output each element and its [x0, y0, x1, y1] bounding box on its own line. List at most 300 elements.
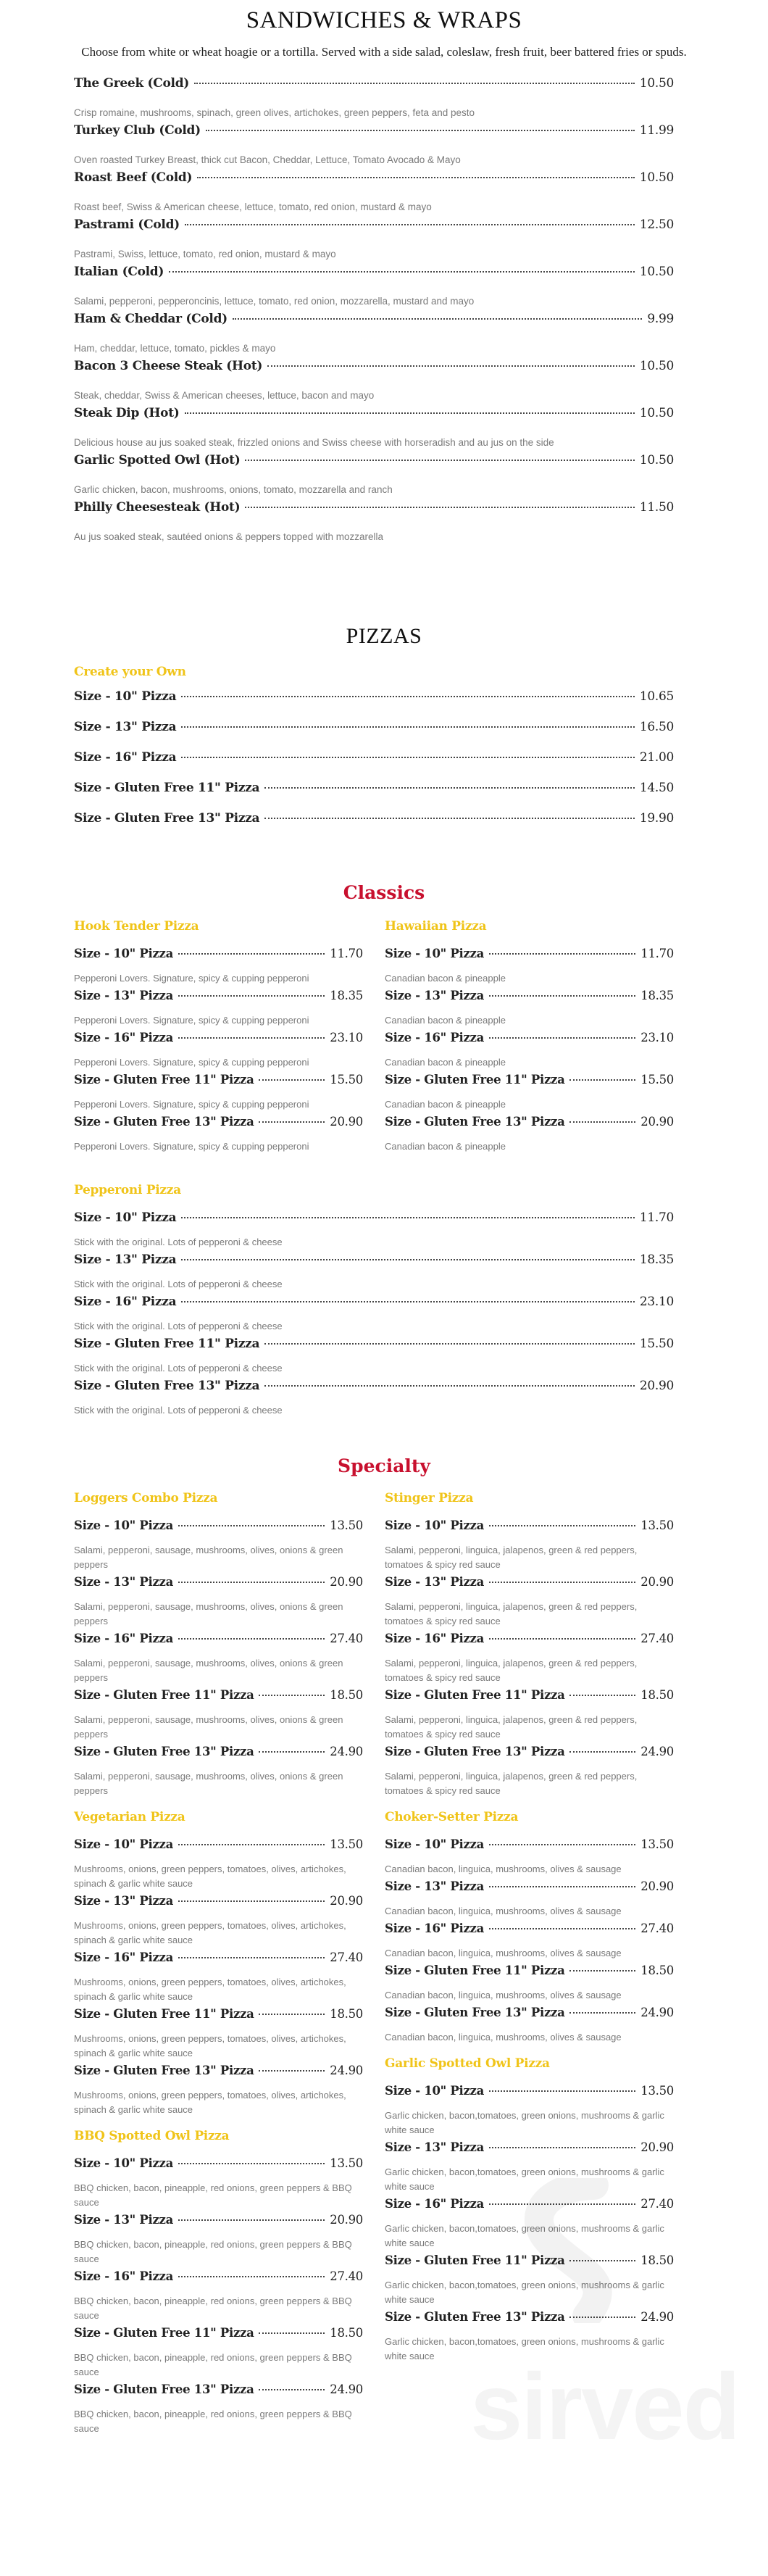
size-row — [74, 689, 674, 720]
size-price: 11.70 — [330, 947, 363, 960]
size-name: Size - 16" Pizza — [74, 1632, 173, 1645]
size-item — [385, 2006, 674, 2045]
size-description: Garlic chicken, bacon,tomatoes, green onions, mushrooms & garlic white sauce — [385, 2166, 664, 2192]
size-name: Size - Gluten Free 11" Pizza — [74, 2326, 254, 2340]
size-price: 18.50 — [330, 2007, 363, 2021]
size-price: 20.90 — [640, 2140, 674, 2154]
size-description: Mushrooms, onions, green peppers, tomatoes, olives, artichokes, spinach & garlic white sauce — [74, 2033, 346, 2058]
classics-columns — [74, 919, 674, 1157]
size-item — [74, 1894, 363, 1948]
size-name: Size - Gluten Free 13" Pizza — [385, 2310, 565, 2324]
dot-leader — [489, 1638, 635, 1640]
dot-leader — [489, 1525, 635, 1526]
dot-leader — [178, 995, 325, 997]
dot-leader — [245, 507, 635, 508]
menu-item — [74, 500, 674, 544]
dot-leader — [569, 2317, 635, 2318]
size-item — [74, 2007, 363, 2061]
pizza-group-vegetarian — [74, 1810, 363, 2117]
size-name: Size - Gluten Free 13" Pizza — [74, 1115, 254, 1129]
dot-leader — [489, 1928, 635, 1929]
menu-item — [74, 406, 674, 450]
size-description: Pepperoni Lovers. Signature, spicy & cupping pepperoni — [74, 1141, 309, 1152]
size-item — [74, 1073, 363, 1112]
size-price: 13.50 — [330, 1837, 363, 1851]
dot-leader — [489, 1037, 635, 1039]
specialty-left-column — [74, 1491, 363, 2439]
size-name: Size - Gluten Free 11" Pizza — [74, 2007, 254, 2021]
item-price: 11.50 — [639, 500, 674, 515]
dot-leader — [259, 1121, 325, 1123]
size-price: 24.90 — [640, 2006, 674, 2019]
size-price: 24.90 — [330, 2382, 363, 2396]
group-title: Hawaiian Pizza — [385, 919, 487, 934]
dot-leader — [264, 787, 635, 789]
item-name: Turkey Club (Cold) — [74, 123, 201, 138]
size-description: Salami, pepperoni, linguica, jalapenos, green & red peppers, tomatoes & spicy red sauce — [385, 1545, 638, 1570]
item-name: Steak Dip (Hot) — [74, 406, 180, 420]
size-row — [74, 811, 674, 842]
pizza-group-bbq-spotted-owl — [74, 2129, 363, 2436]
size-name: Size - 13" Pizza — [385, 2140, 484, 2154]
size-price: 13.50 — [330, 2156, 363, 2170]
dot-leader — [569, 1121, 635, 1123]
dot-leader — [569, 1970, 635, 1972]
dot-leader — [264, 1343, 635, 1345]
dot-leader — [181, 757, 635, 758]
size-price: 10.65 — [639, 689, 674, 704]
item-price: 10.50 — [639, 406, 674, 420]
size-price: 16.50 — [639, 720, 674, 734]
dot-leader — [178, 2163, 325, 2164]
size-item — [74, 1210, 674, 1250]
group-title: Create your Own — [74, 665, 186, 679]
size-price: 27.40 — [330, 2269, 363, 2283]
size-price: 18.50 — [330, 1688, 363, 1702]
size-name: Size - Gluten Free 11" Pizza — [385, 1964, 565, 1977]
size-description: Canadian bacon & pineapple — [385, 1141, 506, 1152]
size-name: Size - Gluten Free 11" Pizza — [74, 781, 260, 795]
pizza-group-loggers-combo — [74, 1491, 363, 1798]
size-name: Size - 13" Pizza — [74, 1252, 177, 1267]
size-description: Pepperoni Lovers. Signature, spicy & cupping pepperoni — [74, 973, 309, 984]
sandwiches-section — [0, 0, 768, 544]
size-price: 15.50 — [639, 1337, 674, 1351]
size-price: 20.90 — [330, 1575, 363, 1589]
size-item — [385, 1921, 674, 1961]
dot-leader — [569, 2012, 635, 2014]
section-title-pizzas: PIZZAS — [346, 624, 422, 648]
dot-leader — [178, 1900, 325, 1902]
sandwiches-intro: Choose from white or wheat hoagie or a tortilla. Served with a side salad, coleslaw, fresh fruit, beer battered fries or spuds. — [81, 45, 687, 59]
size-price: 23.10 — [330, 1031, 363, 1044]
size-item — [385, 1632, 674, 1685]
dot-leader — [259, 2014, 325, 2015]
size-description: Stick with the original. Lots of pepperoni & cheese — [74, 1363, 283, 1374]
size-item — [385, 947, 674, 986]
size-name: Size - 10" Pizza — [74, 1210, 177, 1225]
group-title: Garlic Spotted Owl Pizza — [385, 2056, 550, 2071]
size-name: Size - 10" Pizza — [385, 1518, 484, 1532]
size-item — [74, 1632, 363, 1685]
item-price: 10.50 — [639, 170, 674, 185]
size-description: Canadian bacon & pineapple — [385, 973, 506, 984]
size-description: Mushrooms, onions, green peppers, tomatoes, olives, artichokes, spinach & garlic white sauce — [74, 1977, 346, 2002]
menu-item — [74, 170, 674, 215]
dot-leader — [489, 2147, 635, 2148]
size-item — [385, 1837, 674, 1877]
dot-leader — [233, 318, 642, 320]
size-item — [74, 989, 363, 1028]
size-name: Size - 13" Pizza — [74, 720, 177, 734]
size-item — [74, 1575, 363, 1629]
size-item — [74, 1295, 674, 1334]
size-name: Size - Gluten Free 11" Pizza — [385, 2253, 565, 2267]
size-price: 24.90 — [330, 1745, 363, 1758]
dot-leader — [569, 1751, 635, 1753]
dot-leader — [489, 1582, 635, 1583]
size-description: Salami, pepperoni, linguica, jalapenos, green & red peppers, tomatoes & spicy red sauce — [385, 1771, 638, 1796]
size-description: Salami, pepperoni, sausage, mushrooms, olives, onions & green peppers — [74, 1771, 343, 1796]
size-price: 15.50 — [640, 1073, 674, 1087]
size-description: Salami, pepperoni, linguica, jalapenos, green & red peppers, tomatoes & spicy red sauce — [385, 1714, 638, 1740]
dot-leader — [489, 1844, 635, 1845]
item-price: 12.50 — [639, 217, 674, 232]
size-price: 14.50 — [639, 781, 674, 795]
size-description: Mushrooms, onions, green peppers, tomatoes, olives, artichokes, spinach & garlic white sauce — [74, 2090, 346, 2115]
size-description: BBQ chicken, bacon, pineapple, red onions, green peppers & BBQ sauce — [74, 2182, 352, 2208]
menu-item — [74, 312, 674, 356]
item-name: Ham & Cheddar (Cold) — [74, 312, 228, 326]
menu-item — [74, 217, 674, 262]
size-name: Size - Gluten Free 13" Pizza — [74, 1745, 254, 1758]
category-title-classics: Classics — [343, 882, 425, 903]
size-price: 24.90 — [330, 2064, 363, 2077]
size-price: 20.90 — [640, 1115, 674, 1129]
size-name: Size - 10" Pizza — [74, 689, 177, 704]
size-description: Canadian bacon, linguica, mushrooms, olives & sausage — [385, 1948, 622, 1958]
size-item — [74, 2213, 363, 2267]
size-price: 24.90 — [640, 1745, 674, 1758]
size-description: Salami, pepperoni, sausage, mushrooms, olives, onions & green peppers — [74, 1658, 343, 1683]
dot-leader — [178, 953, 325, 955]
item-description: Salami, pepperoni, pepperoncinis, lettuce, tomato, red onion, mozzarella, mustard and mayo — [74, 296, 475, 307]
dot-leader — [178, 1582, 325, 1583]
size-description: Canadian bacon, linguica, mushrooms, olives & sausage — [385, 2032, 622, 2043]
group-title: Loggers Combo Pizza — [74, 1491, 218, 1505]
size-description: Stick with the original. Lots of pepperoni & cheese — [74, 1237, 283, 1247]
size-item — [74, 2269, 363, 2323]
size-name: Size - Gluten Free 13" Pizza — [74, 1379, 260, 1393]
size-name: Size - 10" Pizza — [385, 1837, 484, 1851]
dot-leader — [264, 818, 635, 819]
dot-leader — [259, 1695, 325, 1696]
size-price: 13.50 — [640, 1518, 674, 1532]
size-item — [385, 1879, 674, 1919]
size-price: 11.70 — [640, 947, 674, 960]
dot-leader — [259, 2389, 325, 2390]
pizza-group-pepperoni — [74, 1183, 674, 1418]
size-name: Size - 16" Pizza — [74, 1031, 173, 1044]
size-price: 20.90 — [640, 1879, 674, 1893]
size-name: Size - Gluten Free 11" Pizza — [385, 1688, 565, 1702]
size-name: Size - 13" Pizza — [74, 1894, 173, 1908]
menu-item — [74, 453, 674, 497]
size-name: Size - 13" Pizza — [385, 1879, 484, 1893]
size-description: Canadian bacon & pineapple — [385, 1099, 506, 1110]
size-description: Canadian bacon, linguica, mushrooms, olives & sausage — [385, 1864, 622, 1874]
category-title-specialty: Specialty — [338, 1455, 430, 1476]
dot-leader — [259, 2332, 325, 2334]
dot-leader — [197, 177, 635, 178]
size-name: Size - Gluten Free 11" Pizza — [385, 1073, 565, 1087]
item-description: Steak, cheddar, Swiss & American cheeses, lettuce, bacon and mayo — [74, 390, 375, 401]
size-description: Pepperoni Lovers. Signature, spicy & cupping pepperoni — [74, 1099, 309, 1110]
size-description: Mushrooms, onions, green peppers, tomatoes, olives, artichokes, spinach & garlic white sauce — [74, 1920, 346, 1945]
size-description: Salami, pepperoni, linguica, jalapenos, green & red peppers, tomatoes & spicy red sauce — [385, 1658, 638, 1683]
item-price: 11.99 — [639, 123, 674, 138]
size-name: Size - 13" Pizza — [74, 2213, 173, 2227]
size-item — [385, 1031, 674, 1070]
size-price: 18.50 — [640, 2253, 674, 2267]
dot-leader — [178, 2219, 325, 2221]
size-description: Salami, pepperoni, sausage, mushrooms, olives, onions & green peppers — [74, 1545, 343, 1570]
size-item — [385, 1115, 674, 1154]
size-name: Size - 16" Pizza — [385, 2197, 484, 2211]
size-item — [74, 1115, 363, 1154]
item-description: Au jus soaked steak, sautéed onions & peppers topped with mozzarella — [74, 531, 384, 542]
size-item — [74, 947, 363, 986]
menu-item — [74, 359, 674, 403]
size-name: Size - 16" Pizza — [74, 1950, 173, 1964]
size-item — [385, 1745, 674, 1798]
dot-leader — [185, 412, 635, 414]
item-description: Delicious house au jus soaked steak, frizzled onions and Swiss cheese with horseradish and au jus on the side — [74, 437, 554, 448]
size-description: Canadian bacon & pineapple — [385, 1057, 506, 1068]
size-price: 23.10 — [640, 1031, 674, 1044]
size-description: Mushrooms, onions, green peppers, tomatoes, olives, artichokes, spinach & garlic white sauce — [74, 1864, 346, 1889]
item-name: Italian (Cold) — [74, 265, 164, 279]
size-name: Size - Gluten Free 13" Pizza — [74, 2064, 254, 2077]
item-price: 10.50 — [639, 76, 674, 91]
size-item — [74, 1252, 674, 1292]
size-item — [385, 2310, 674, 2364]
size-name: Size - 13" Pizza — [385, 989, 484, 1002]
size-price: 18.35 — [330, 989, 363, 1002]
dot-leader — [181, 726, 635, 728]
size-item — [385, 2084, 674, 2137]
dot-leader — [181, 1217, 635, 1218]
size-name: Size - 16" Pizza — [74, 1295, 177, 1309]
size-name: Size - Gluten Free 13" Pizza — [385, 2006, 565, 2019]
size-name: Size - 16" Pizza — [385, 1031, 484, 1044]
size-item — [385, 1964, 674, 2003]
size-price: 13.50 — [330, 1518, 363, 1532]
size-description: BBQ chicken, bacon, pineapple, red onions, green peppers & BBQ sauce — [74, 2295, 352, 2321]
size-item — [385, 2140, 674, 2194]
size-name: Size - 13" Pizza — [385, 1575, 484, 1589]
size-name: Size - 16" Pizza — [74, 2269, 173, 2283]
dot-leader — [259, 2070, 325, 2072]
size-description: Canadian bacon, linguica, mushrooms, olives & sausage — [385, 1906, 622, 1916]
dot-leader — [267, 365, 635, 367]
group-title: Vegetarian Pizza — [74, 1810, 185, 1824]
size-price: 18.50 — [330, 2326, 363, 2340]
size-item — [74, 2326, 363, 2380]
size-name: Size - Gluten Free 11" Pizza — [74, 1337, 260, 1351]
item-description: Oven roasted Turkey Breast, thick cut Bacon, Cheddar, Lettuce, Tomato Avocado & Mayo — [74, 154, 461, 165]
create-your-own-group — [74, 665, 674, 842]
item-name: The Greek (Cold) — [74, 76, 190, 91]
menu-item — [74, 265, 674, 309]
size-price: 20.90 — [639, 1379, 674, 1393]
size-description: Canadian bacon & pineapple — [385, 1015, 506, 1026]
size-item — [385, 2253, 674, 2307]
dot-leader — [569, 1079, 635, 1081]
size-price: 23.10 — [639, 1295, 674, 1309]
sandwich-list — [74, 76, 674, 544]
size-description: Garlic chicken, bacon,tomatoes, green onions, mushrooms & garlic white sauce — [385, 2110, 664, 2135]
item-name: Philly Cheesesteak (Hot) — [74, 500, 241, 515]
dot-leader — [185, 224, 635, 225]
size-price: 27.40 — [330, 1632, 363, 1645]
item-description: Ham, cheddar, lettuce, tomato, pickles & mayo — [74, 343, 276, 354]
group-title: Choker-Setter Pizza — [385, 1810, 519, 1824]
dot-leader — [489, 2090, 635, 2092]
item-name: Pastrami (Cold) — [74, 217, 180, 232]
pizza-group-choker-setter — [385, 1810, 674, 2045]
size-description: Salami, pepperoni, sausage, mushrooms, olives, onions & green peppers — [74, 1714, 343, 1740]
size-item — [385, 1688, 674, 1742]
dot-leader — [245, 460, 634, 461]
pizza-group-stinger — [385, 1491, 674, 1798]
size-item — [74, 1031, 363, 1070]
pizza-group-hook-tender — [74, 919, 363, 1157]
size-name: Size - 16" Pizza — [385, 1632, 484, 1645]
size-description: Stick with the original. Lots of pepperoni & cheese — [74, 1405, 283, 1416]
dot-leader — [264, 1385, 635, 1387]
size-name: Size - Gluten Free 11" Pizza — [74, 1073, 254, 1087]
size-item — [74, 1688, 363, 1742]
item-price: 10.50 — [639, 453, 674, 468]
size-description: BBQ chicken, bacon, pineapple, red onions, green peppers & BBQ sauce — [74, 2352, 352, 2377]
dot-leader — [178, 1525, 325, 1526]
size-description: Salami, pepperoni, sausage, mushrooms, olives, onions & green peppers — [74, 1601, 343, 1626]
size-item — [74, 1379, 674, 1418]
size-description: Pepperoni Lovers. Signature, spicy & cupping pepperoni — [74, 1015, 309, 1026]
item-name: Garlic Spotted Owl (Hot) — [74, 453, 241, 468]
group-title: Stinger Pizza — [385, 1491, 474, 1505]
size-name: Size - 16" Pizza — [74, 750, 177, 765]
size-description: Garlic chicken, bacon,tomatoes, green onions, mushrooms & garlic white sauce — [385, 2223, 664, 2248]
dot-leader — [178, 1638, 325, 1640]
item-description: Crisp romaine, mushrooms, spinach, green olives, artichokes, green peppers, feta and pesto — [74, 107, 475, 118]
size-item — [74, 1518, 363, 1572]
size-item — [74, 1337, 674, 1376]
size-price: 20.90 — [330, 1115, 363, 1129]
size-item — [74, 1745, 363, 1798]
size-name: Size - Gluten Free 13" Pizza — [385, 1115, 565, 1129]
item-price: 9.99 — [647, 312, 674, 326]
size-item — [74, 2156, 363, 2210]
size-price: 18.50 — [640, 1964, 674, 1977]
size-name: Size - Gluten Free 13" Pizza — [74, 2382, 254, 2396]
size-price: 27.40 — [640, 2197, 674, 2211]
item-price: 10.50 — [639, 359, 674, 373]
size-name: Size - 10" Pizza — [74, 1837, 173, 1851]
size-item — [74, 2382, 363, 2436]
dot-leader — [178, 2276, 325, 2277]
specialty-columns — [74, 1491, 674, 2439]
dot-leader — [181, 696, 635, 697]
size-item — [385, 1518, 674, 1572]
size-price: 18.35 — [639, 1252, 674, 1267]
section-title-sandwiches: SANDWICHES & WRAPS — [246, 7, 522, 33]
size-item — [74, 1837, 363, 1891]
size-row — [74, 720, 674, 750]
group-title: BBQ Spotted Owl Pizza — [74, 2129, 230, 2143]
size-price: 24.90 — [640, 2310, 674, 2324]
size-item — [385, 2197, 674, 2251]
pizza-group-garlic-spotted-owl — [385, 2056, 674, 2364]
size-name: Size - 10" Pizza — [385, 947, 484, 960]
size-item — [385, 1073, 674, 1112]
specialty-right-column — [385, 1491, 674, 2439]
size-item — [74, 1950, 363, 2004]
item-name: Bacon 3 Cheese Steak (Hot) — [74, 359, 263, 373]
pizzas-section — [0, 624, 768, 2439]
size-name: Size - Gluten Free 11" Pizza — [74, 1688, 254, 1702]
dot-leader — [169, 271, 635, 273]
size-item — [385, 1575, 674, 1629]
size-price: 27.40 — [640, 1921, 674, 1935]
size-name: Size - Gluten Free 13" Pizza — [74, 811, 260, 826]
size-price: 19.90 — [639, 811, 674, 826]
item-price: 10.50 — [639, 265, 674, 279]
size-name: Size - 10" Pizza — [74, 2156, 173, 2170]
dot-leader — [194, 83, 635, 84]
size-description: BBQ chicken, bacon, pineapple, red onions, green peppers & BBQ sauce — [74, 2239, 352, 2264]
dot-leader — [181, 1301, 635, 1302]
size-name: Size - 16" Pizza — [385, 1921, 484, 1935]
size-price: 11.70 — [639, 1210, 674, 1225]
dot-leader — [178, 1844, 325, 1845]
size-row — [74, 781, 674, 811]
size-description: Pepperoni Lovers. Signature, spicy & cupping pepperoni — [74, 1057, 309, 1068]
group-title: Hook Tender Pizza — [74, 919, 199, 934]
item-name: Roast Beef (Cold) — [74, 170, 193, 185]
dot-leader — [569, 2260, 635, 2261]
size-description: Canadian bacon, linguica, mushrooms, olives & sausage — [385, 1990, 622, 2000]
size-price: 18.50 — [640, 1688, 674, 1702]
size-price: 27.40 — [640, 1632, 674, 1645]
size-description: Garlic chicken, bacon,tomatoes, green onions, mushrooms & garlic white sauce — [385, 2336, 664, 2361]
size-price: 13.50 — [640, 2084, 674, 2098]
dot-leader — [489, 2203, 635, 2205]
dot-leader — [178, 1037, 325, 1039]
size-price: 20.90 — [640, 1575, 674, 1589]
item-description: Pastrami, Swiss, lettuce, tomato, red onion, mustard & mayo — [74, 249, 336, 259]
item-description: Garlic chicken, bacon, mushrooms, onions, tomato, mozzarella and ranch — [74, 484, 393, 495]
dot-leader — [569, 1695, 635, 1696]
dot-leader — [489, 953, 635, 955]
size-price: 18.35 — [640, 989, 674, 1002]
size-price: 21.00 — [639, 750, 674, 765]
size-price: 20.90 — [330, 1894, 363, 1908]
menu-item — [74, 123, 674, 167]
dot-leader — [178, 1957, 325, 1958]
pizza-group-hawaiian — [385, 919, 674, 1157]
